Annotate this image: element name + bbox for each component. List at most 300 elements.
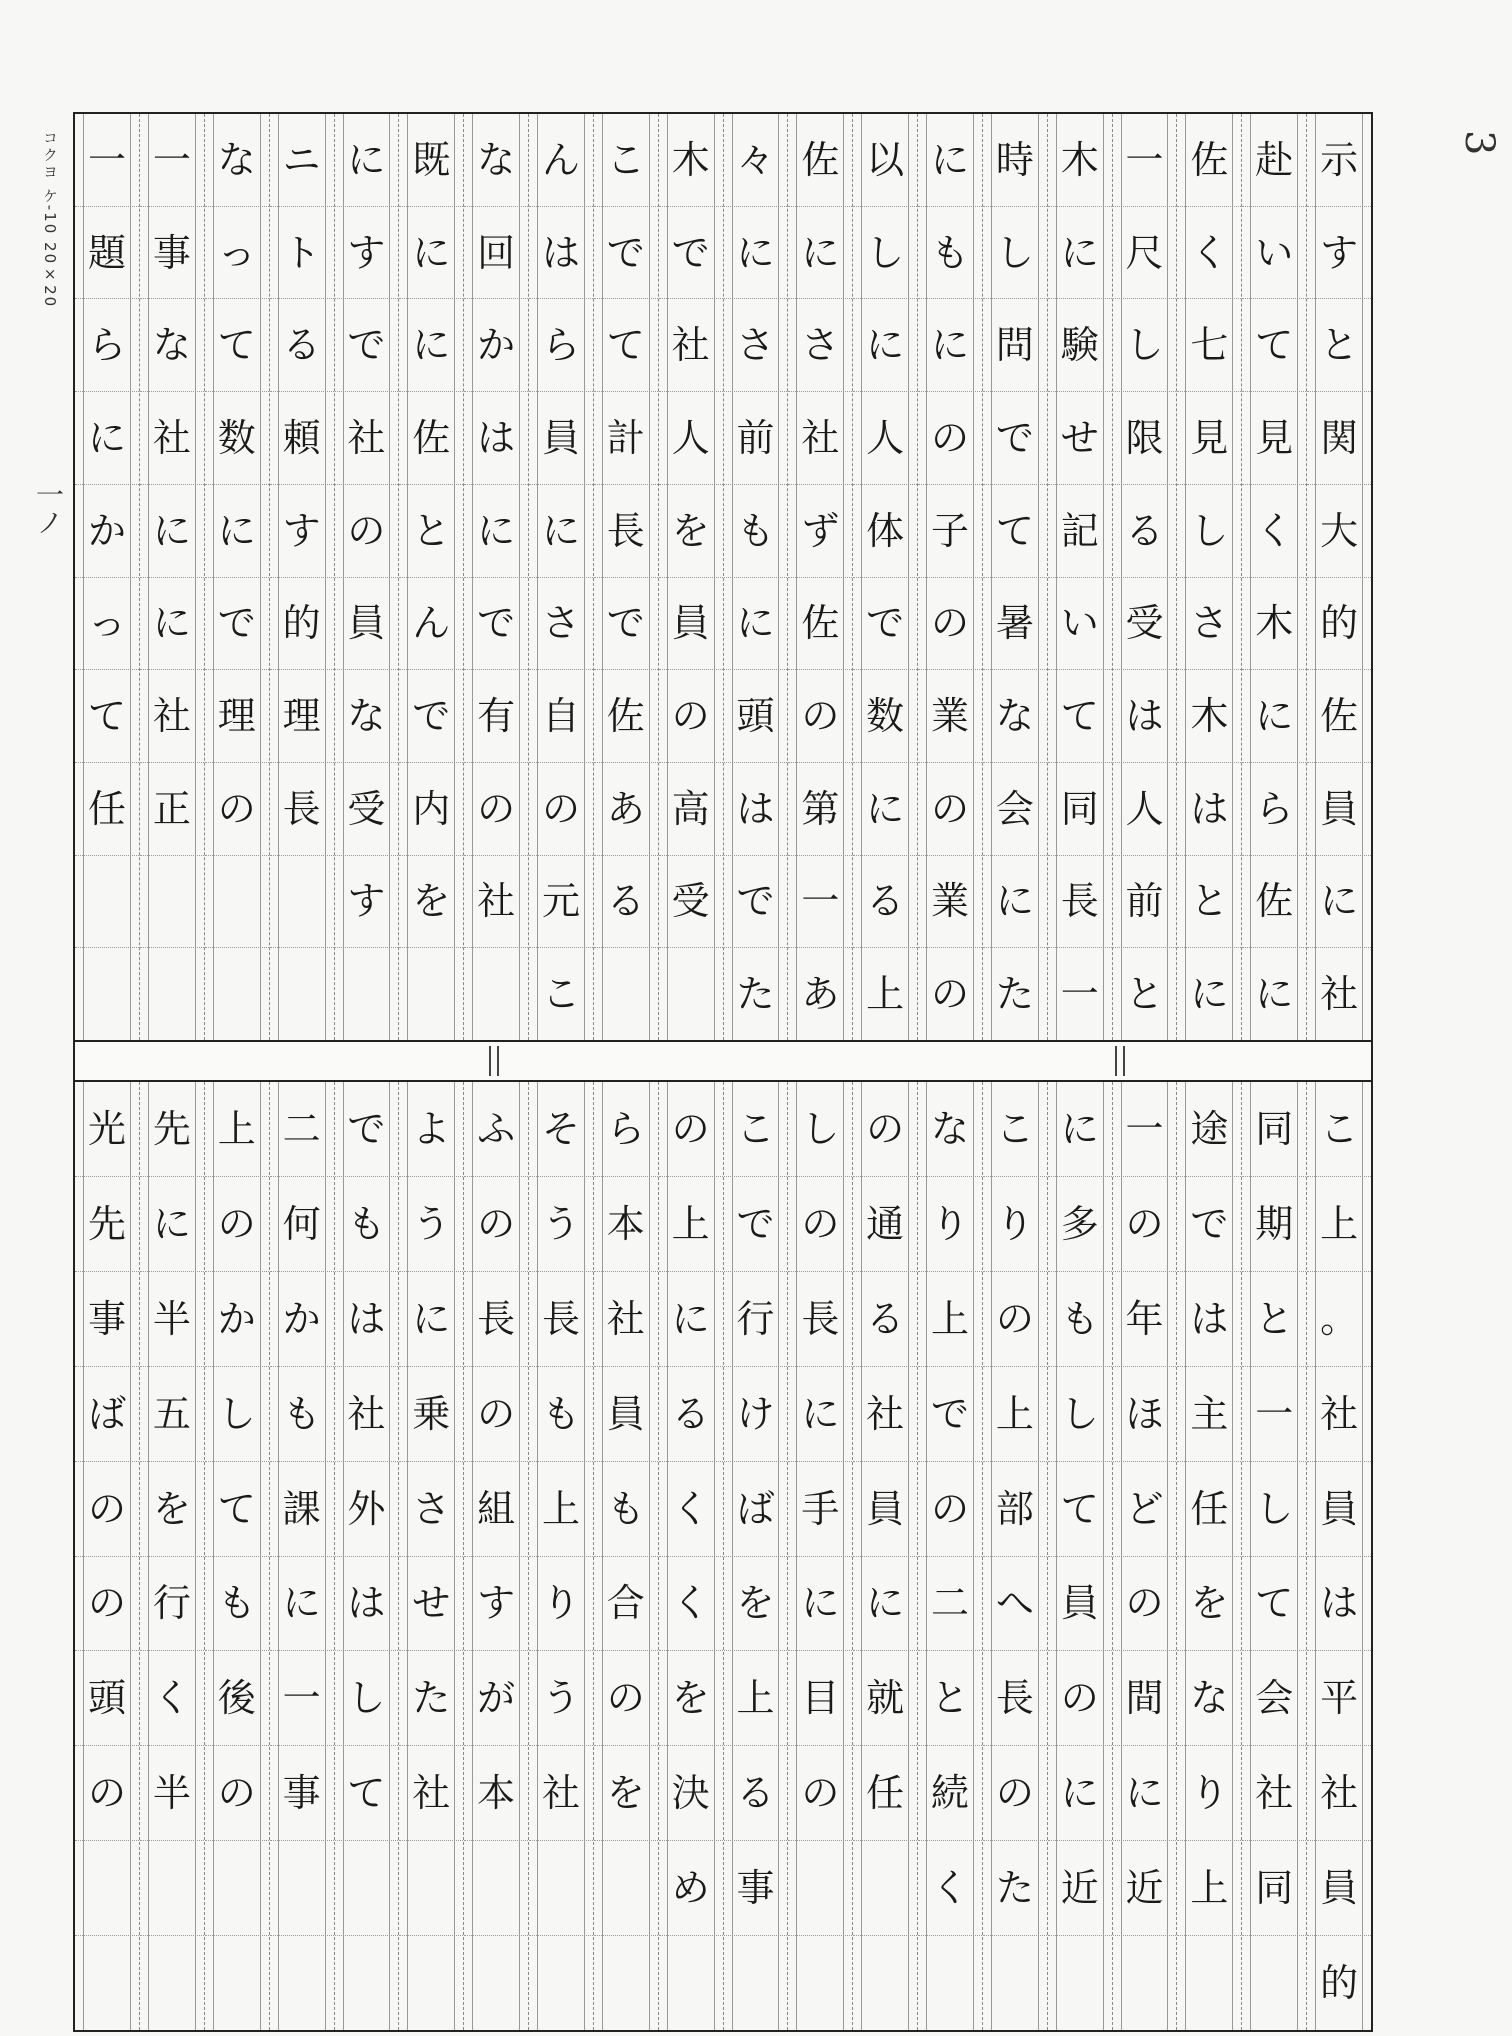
manuscript-cell: 通 bbox=[853, 1177, 917, 1272]
manuscript-cell: 的 bbox=[1320, 1961, 1359, 2006]
manuscript-cell: 々 bbox=[724, 114, 788, 207]
manuscript-cell: さ bbox=[788, 299, 852, 392]
manuscript-cell: 二 bbox=[270, 1082, 334, 1177]
manuscript-column bbox=[593, 114, 658, 1040]
manuscript-cell: の bbox=[335, 485, 399, 578]
manuscript-cell bbox=[464, 1841, 528, 1936]
manuscript-cell: に bbox=[1048, 1746, 1112, 1841]
manuscript-cell: し bbox=[205, 1367, 269, 1462]
manuscript-cell: う bbox=[529, 1651, 593, 1746]
manuscript-cell: 長 bbox=[529, 1272, 593, 1367]
manuscript-cell: で bbox=[335, 299, 399, 392]
manuscript-cell: 高 bbox=[659, 763, 723, 856]
manuscript-cell: に bbox=[918, 114, 982, 207]
manuscript-cell bbox=[529, 1936, 593, 2030]
manuscript-cell: し bbox=[853, 207, 917, 300]
manuscript-cell: も bbox=[724, 485, 788, 578]
manuscript-cell bbox=[140, 856, 204, 949]
manuscript-cell: の bbox=[659, 670, 723, 763]
manuscript-cell: る bbox=[1113, 485, 1177, 578]
manuscript-cell: の bbox=[464, 1177, 528, 1272]
manuscript-cell: 長 bbox=[1048, 856, 1112, 949]
manuscript-cell: す bbox=[464, 1557, 528, 1652]
manuscript-cell: で bbox=[853, 578, 917, 671]
manuscript-cell bbox=[75, 1841, 139, 1936]
manuscript-cell bbox=[853, 1936, 917, 2030]
manuscript-cell: 的 bbox=[1307, 578, 1371, 671]
manuscript-cell: て bbox=[75, 670, 139, 763]
manuscript-top-half bbox=[75, 114, 1371, 1040]
manuscript-cell: 就 bbox=[853, 1651, 917, 1746]
manuscript-column bbox=[787, 1082, 852, 2030]
manuscript-column bbox=[398, 1082, 463, 2030]
manuscript-cell: く bbox=[659, 1557, 723, 1652]
manuscript-cell: に bbox=[140, 1177, 204, 1272]
manuscript-cell: 頭 bbox=[724, 670, 788, 763]
manuscript-cell bbox=[399, 948, 463, 1040]
manuscript-cell bbox=[1242, 1936, 1306, 2030]
manuscript-cell: る bbox=[724, 1746, 788, 1841]
manuscript-cell: 社 bbox=[335, 392, 399, 485]
manuscript-cell bbox=[788, 1936, 852, 2030]
manuscript-cell: の bbox=[788, 1746, 852, 1841]
manuscript-cell: け bbox=[724, 1367, 788, 1462]
manuscript-cell: ど bbox=[1113, 1462, 1177, 1557]
manuscript-cell: 時 bbox=[983, 114, 1047, 207]
manuscript-cell: に bbox=[724, 578, 788, 671]
manuscript-cell: 長 bbox=[464, 1272, 528, 1367]
manuscript-column bbox=[723, 1082, 788, 2030]
manuscript-cell: は bbox=[1177, 1272, 1241, 1367]
manuscript-cell: 合 bbox=[594, 1557, 658, 1652]
manuscript-cell: ほ bbox=[1113, 1367, 1177, 1462]
manuscript-cell: の bbox=[205, 1746, 269, 1841]
manuscript-cell: 業 bbox=[918, 670, 982, 763]
margin-scribble: 一ノ bbox=[32, 480, 65, 536]
manuscript-cell bbox=[75, 856, 139, 949]
manuscript-cell: 任 bbox=[853, 1746, 917, 1841]
manuscript-cell: 社 bbox=[1320, 972, 1359, 1017]
manuscript-column bbox=[1306, 114, 1371, 1040]
manuscript-cell: 近 bbox=[1048, 1841, 1112, 1936]
manuscript-cell: な bbox=[1177, 1651, 1241, 1746]
manuscript-cell: で bbox=[983, 392, 1047, 485]
manuscript-cell bbox=[270, 1936, 334, 2030]
manuscript-cell: に bbox=[205, 485, 269, 578]
manuscript-cell: る bbox=[853, 856, 917, 949]
manuscript-cell: 五 bbox=[140, 1367, 204, 1462]
manuscript-cell: 受 bbox=[1113, 578, 1177, 671]
manuscript-cell: が bbox=[464, 1651, 528, 1746]
manuscript-cell: よ bbox=[399, 1082, 463, 1177]
manuscript-cell: 事 bbox=[75, 1272, 139, 1367]
manuscript-cell: 験 bbox=[1048, 299, 1112, 392]
manuscript-cell: 上 bbox=[983, 1367, 1047, 1462]
manuscript-cell: 社 bbox=[853, 1367, 917, 1462]
manuscript-cell: ら bbox=[1242, 763, 1306, 856]
manuscript-cell: 社 bbox=[140, 670, 204, 763]
manuscript-cell: に bbox=[464, 485, 528, 578]
manuscript-cell: こ bbox=[724, 1082, 788, 1177]
manuscript-cell: て bbox=[983, 485, 1047, 578]
manuscript-cell: の bbox=[983, 1746, 1047, 1841]
manuscript-cell: と bbox=[1242, 1272, 1306, 1367]
manuscript-cell bbox=[75, 1936, 139, 2030]
manuscript-cell: る bbox=[853, 1272, 917, 1367]
manuscript-cell: は bbox=[1177, 763, 1241, 856]
manuscript-cell: 会 bbox=[1242, 1651, 1306, 1746]
manuscript-cell: し bbox=[788, 1082, 852, 1177]
manuscript-cell: 社 bbox=[1242, 1746, 1306, 1841]
manuscript-cell: 員 bbox=[659, 578, 723, 671]
manuscript-cell: り bbox=[918, 1177, 982, 1272]
manuscript-cell: 先 bbox=[75, 1177, 139, 1272]
manuscript-cell: く bbox=[140, 1651, 204, 1746]
manuscript-cell: を bbox=[659, 485, 723, 578]
manuscript-cell: 社 bbox=[529, 1746, 593, 1841]
manuscript-cell: 決 bbox=[659, 1746, 723, 1841]
manuscript-cell: 上 bbox=[529, 1462, 593, 1557]
manuscript-cell: 同 bbox=[1242, 1841, 1306, 1936]
manuscript-cell: で bbox=[205, 578, 269, 671]
manuscript-cell: あ bbox=[801, 972, 840, 1017]
manuscript-column bbox=[463, 1082, 528, 2030]
manuscript-cell: に bbox=[1048, 1082, 1112, 1177]
manuscript-cell: る bbox=[659, 1367, 723, 1462]
manuscript-cell: の bbox=[918, 578, 982, 671]
manuscript-cell: と bbox=[1125, 972, 1164, 1017]
manuscript-cell: で bbox=[464, 578, 528, 671]
manuscript-cell: 体 bbox=[853, 485, 917, 578]
manuscript-cell: 関 bbox=[1307, 392, 1371, 485]
manuscript-cell: 。 bbox=[1307, 1272, 1371, 1367]
manuscript-cell: 計 bbox=[594, 392, 658, 485]
manuscript-cell: 第 bbox=[788, 763, 852, 856]
manuscript-cell: 後 bbox=[205, 1651, 269, 1746]
manuscript-column bbox=[1241, 1082, 1306, 2030]
manuscript-cell: 社 bbox=[594, 1272, 658, 1367]
manuscript-cell: は bbox=[529, 207, 593, 300]
manuscript-cell bbox=[594, 1841, 658, 1936]
manuscript-cell: 半 bbox=[140, 1746, 204, 1841]
manuscript-column bbox=[334, 114, 399, 1040]
manuscript-cell: 任 bbox=[75, 763, 139, 856]
manuscript-cell: も bbox=[1048, 1272, 1112, 1367]
manuscript-cell: へ bbox=[983, 1557, 1047, 1652]
manuscript-cell: に bbox=[659, 1272, 723, 1367]
manuscript-cell: す bbox=[1307, 207, 1371, 300]
manuscript-cell: 途 bbox=[1177, 1082, 1241, 1177]
manuscript-cell: か bbox=[464, 299, 528, 392]
manuscript-column bbox=[593, 1082, 658, 2030]
manuscript-cell: 員 bbox=[1307, 1841, 1371, 1936]
manuscript-cell: に bbox=[918, 299, 982, 392]
manuscript-cell: ば bbox=[724, 1462, 788, 1557]
manuscript-cell: で bbox=[1177, 1177, 1241, 1272]
manuscript-cell: 光 bbox=[75, 1082, 139, 1177]
manuscript-column bbox=[723, 114, 788, 1040]
manuscript-cell: し bbox=[1242, 1462, 1306, 1557]
manuscript-column bbox=[1306, 1082, 1371, 2030]
manuscript-cell: 佐 bbox=[594, 670, 658, 763]
manuscript-column bbox=[204, 1082, 269, 2030]
manuscript-cell: 一 bbox=[140, 114, 204, 207]
manuscript-cell bbox=[788, 1841, 852, 1936]
manuscript-cell: な bbox=[335, 670, 399, 763]
manuscript-cell: 一 bbox=[1113, 1082, 1177, 1177]
manuscript-cell: 長 bbox=[788, 1272, 852, 1367]
manuscript-cell: 社 bbox=[140, 392, 204, 485]
manuscript-cell bbox=[594, 1936, 658, 2030]
form-code: コクヨ ケ-10 20×20 bbox=[41, 130, 59, 309]
manuscript-cell: 会 bbox=[983, 763, 1047, 856]
manuscript-cell: ら bbox=[594, 1082, 658, 1177]
manuscript-cell: 受 bbox=[335, 763, 399, 856]
manuscript-cell bbox=[205, 1936, 269, 2030]
manuscript-cell: も bbox=[205, 1557, 269, 1652]
manuscript-cell bbox=[594, 948, 658, 1040]
manuscript-column bbox=[204, 114, 269, 1040]
manuscript-cell: 社 bbox=[788, 392, 852, 485]
manuscript-cell: い bbox=[1242, 207, 1306, 300]
manuscript-cell: 一 bbox=[788, 856, 852, 949]
manuscript-cell: ら bbox=[75, 299, 139, 392]
manuscript-cell: も bbox=[335, 1177, 399, 1272]
manuscript-cell: す bbox=[335, 207, 399, 300]
manuscript-cell: に bbox=[140, 485, 204, 578]
manuscript-cell: の bbox=[918, 392, 982, 485]
manuscript-column bbox=[1047, 1082, 1112, 2030]
manuscript-cell: 一 bbox=[270, 1651, 334, 1746]
manuscript-column bbox=[1241, 114, 1306, 1040]
manuscript-cell: の bbox=[75, 1557, 139, 1652]
manuscript-column bbox=[852, 1082, 917, 2030]
manuscript-cell: し bbox=[983, 207, 1047, 300]
manuscript-cell: っ bbox=[75, 578, 139, 671]
manuscript-cell: 何 bbox=[270, 1177, 334, 1272]
manuscript-cell bbox=[1048, 1936, 1112, 2030]
manuscript-cell: 理 bbox=[270, 670, 334, 763]
manuscript-cell bbox=[335, 1936, 399, 2030]
manuscript-cell: も bbox=[918, 207, 982, 300]
manuscript-cell: し bbox=[335, 1651, 399, 1746]
manuscript-cell bbox=[205, 856, 269, 949]
manuscript-cell: で bbox=[918, 1367, 982, 1462]
manuscript-cell: 上 bbox=[918, 1272, 982, 1367]
manuscript-cell bbox=[270, 948, 334, 1040]
manuscript-column bbox=[269, 114, 334, 1040]
manuscript-cell: の bbox=[464, 1367, 528, 1462]
manuscript-cell: 同 bbox=[1242, 1082, 1306, 1177]
manuscript-cell: 尺 bbox=[1113, 207, 1177, 300]
manuscript-cell: の bbox=[788, 670, 852, 763]
manuscript-cell: う bbox=[399, 1177, 463, 1272]
manuscript-cell: 員 bbox=[594, 1367, 658, 1462]
manuscript-cell: て bbox=[1048, 670, 1112, 763]
manuscript-cell: に bbox=[75, 392, 139, 485]
manuscript-cell: 主 bbox=[1177, 1367, 1241, 1462]
manuscript-cell: こ bbox=[1307, 1082, 1371, 1177]
manuscript-cell: 行 bbox=[140, 1557, 204, 1652]
manuscript-cell: る bbox=[270, 299, 334, 392]
manuscript-cell bbox=[918, 1936, 982, 2030]
manuscript-cell: に bbox=[1048, 207, 1112, 300]
manuscript-cell: を bbox=[659, 1651, 723, 1746]
manuscript-cell: 近 bbox=[1113, 1841, 1177, 1936]
manuscript-cell: 人 bbox=[659, 392, 723, 485]
manuscript-cell: は bbox=[335, 1272, 399, 1367]
manuscript-cell bbox=[464, 948, 528, 1040]
manuscript-cell: 内 bbox=[399, 763, 463, 856]
manuscript-cell: な bbox=[918, 1082, 982, 1177]
manuscript-cell: も bbox=[594, 1462, 658, 1557]
manuscript-cell: の bbox=[659, 1082, 723, 1177]
manuscript-column bbox=[139, 1082, 204, 2030]
manuscript-cell: 佐 bbox=[1242, 856, 1306, 949]
manuscript-cell: 正 bbox=[140, 763, 204, 856]
manuscript-column bbox=[982, 114, 1047, 1040]
manuscript-cell: 示 bbox=[1307, 114, 1371, 207]
manuscript-bottom-half bbox=[75, 1082, 1371, 2030]
manuscript-cell: な bbox=[464, 114, 528, 207]
manuscript-cell: た bbox=[995, 972, 1034, 1017]
manuscript-cell: 的 bbox=[270, 578, 334, 671]
manuscript-cell: こ bbox=[594, 114, 658, 207]
manuscript-cell: こ bbox=[983, 1082, 1047, 1177]
manuscript-cell: の bbox=[1048, 1651, 1112, 1746]
manuscript-cell: の bbox=[918, 1462, 982, 1557]
manuscript-cell bbox=[335, 1841, 399, 1936]
manuscript-column bbox=[139, 114, 204, 1040]
manuscript-column bbox=[658, 114, 723, 1040]
manuscript-column bbox=[1112, 114, 1177, 1040]
manuscript-cell: 自 bbox=[529, 670, 593, 763]
manuscript-column bbox=[917, 114, 982, 1040]
manuscript-cell: 有 bbox=[464, 670, 528, 763]
manuscript-cell: 前 bbox=[1113, 856, 1177, 949]
manuscript-cell: に bbox=[399, 299, 463, 392]
manuscript-cell: 数 bbox=[205, 392, 269, 485]
manuscript-cell: 長 bbox=[983, 1651, 1047, 1746]
manuscript-cell: く bbox=[1177, 207, 1241, 300]
manuscript-cell: 社 bbox=[659, 299, 723, 392]
manuscript-cell: 上 bbox=[205, 1082, 269, 1177]
manuscript-cell: な bbox=[983, 670, 1047, 763]
manuscript-cell: 佐 bbox=[788, 578, 852, 671]
manuscript-cell: 元 bbox=[529, 856, 593, 949]
manuscript-cell: 事 bbox=[724, 1841, 788, 1936]
manuscript-cell: に bbox=[853, 299, 917, 392]
manuscript-column bbox=[75, 114, 139, 1040]
manuscript-cell: す bbox=[335, 856, 399, 949]
manuscript-cell: 子 bbox=[918, 485, 982, 578]
manuscript-column bbox=[658, 1082, 723, 2030]
manuscript-cell: と bbox=[1307, 299, 1371, 392]
manuscript-cell: に bbox=[1307, 856, 1371, 949]
manuscript-cell: 期 bbox=[1242, 1177, 1306, 1272]
manuscript-cell bbox=[1113, 1936, 1177, 2030]
manuscript-cell: 木 bbox=[659, 114, 723, 207]
manuscript-cell: に bbox=[788, 1367, 852, 1462]
manuscript-cell: 人 bbox=[1113, 763, 1177, 856]
manuscript-cell: を bbox=[724, 1557, 788, 1652]
manuscript-cell: せ bbox=[1048, 392, 1112, 485]
manuscript-cell: の bbox=[918, 763, 982, 856]
gutter-mark bbox=[1115, 1046, 1125, 1076]
manuscript-cell: 社 bbox=[464, 856, 528, 949]
manuscript-cell: で bbox=[659, 207, 723, 300]
manuscript-column bbox=[917, 1082, 982, 2030]
manuscript-column bbox=[75, 1082, 139, 2030]
manuscript-cell: に bbox=[399, 1272, 463, 1367]
manuscript-cell: 一 bbox=[1242, 1367, 1306, 1462]
manuscript-cell: 頼 bbox=[270, 392, 334, 485]
manuscript-cell: め bbox=[659, 1841, 723, 1936]
manuscript-cell: に bbox=[140, 578, 204, 671]
manuscript-cell: 乗 bbox=[399, 1367, 463, 1462]
manuscript-column bbox=[1176, 114, 1241, 1040]
manuscript-cell: り bbox=[983, 1177, 1047, 1272]
manuscript-cell: し bbox=[1048, 1367, 1112, 1462]
manuscript-cell: 員 bbox=[529, 392, 593, 485]
manuscript-cell: に bbox=[983, 856, 1047, 949]
manuscript-cell: ん bbox=[529, 114, 593, 207]
manuscript-cell: 員 bbox=[1307, 1462, 1371, 1557]
manuscript-cell bbox=[853, 1841, 917, 1936]
manuscript-cell: う bbox=[529, 1177, 593, 1272]
manuscript-cell: の bbox=[594, 1651, 658, 1746]
manuscript-column bbox=[787, 114, 852, 1040]
manuscript-cell: 暑 bbox=[983, 578, 1047, 671]
manuscript-cell: ん bbox=[399, 578, 463, 671]
manuscript-cell: 記 bbox=[1048, 485, 1112, 578]
manuscript-column bbox=[334, 1082, 399, 2030]
manuscript-cell: に bbox=[1113, 1746, 1177, 1841]
manuscript-cell: に bbox=[853, 1557, 917, 1652]
manuscript-cell: 前 bbox=[724, 392, 788, 485]
manuscript-cell: て bbox=[205, 1462, 269, 1557]
manuscript-cell: 間 bbox=[1113, 1651, 1177, 1746]
manuscript-cell: に bbox=[1190, 972, 1229, 1017]
manuscript-cell: て bbox=[205, 299, 269, 392]
manuscript-cell bbox=[270, 856, 334, 949]
manuscript-column bbox=[398, 114, 463, 1040]
manuscript-cell: な bbox=[205, 114, 269, 207]
manuscript-cell bbox=[335, 948, 399, 1040]
manuscript-cell: 年 bbox=[1113, 1272, 1177, 1367]
manuscript-cell: 社 bbox=[335, 1367, 399, 1462]
manuscript-cell: 社 bbox=[1307, 1746, 1371, 1841]
manuscript-cell bbox=[270, 1841, 334, 1936]
manuscript-cell: 本 bbox=[594, 1177, 658, 1272]
manuscript-cell: で bbox=[594, 578, 658, 671]
manuscript-cell: の bbox=[464, 763, 528, 856]
manuscript-cell: 上 bbox=[659, 1177, 723, 1272]
manuscript-cell: 回 bbox=[464, 207, 528, 300]
manuscript-cell: 見 bbox=[1242, 392, 1306, 485]
manuscript-cell: ば bbox=[75, 1367, 139, 1462]
manuscript-cell: の bbox=[75, 1462, 139, 1557]
manuscript-cell: に bbox=[1255, 972, 1294, 1017]
manuscript-cell: な bbox=[140, 299, 204, 392]
manuscript-cell: に bbox=[788, 1557, 852, 1652]
manuscript-cell: く bbox=[918, 1841, 982, 1936]
manuscript-cell: の bbox=[788, 1177, 852, 1272]
manuscript-cell: さ bbox=[724, 299, 788, 392]
manuscript-cell: る bbox=[594, 856, 658, 949]
manuscript-cell: 赴 bbox=[1242, 114, 1306, 207]
manuscript-column bbox=[528, 1082, 593, 2030]
